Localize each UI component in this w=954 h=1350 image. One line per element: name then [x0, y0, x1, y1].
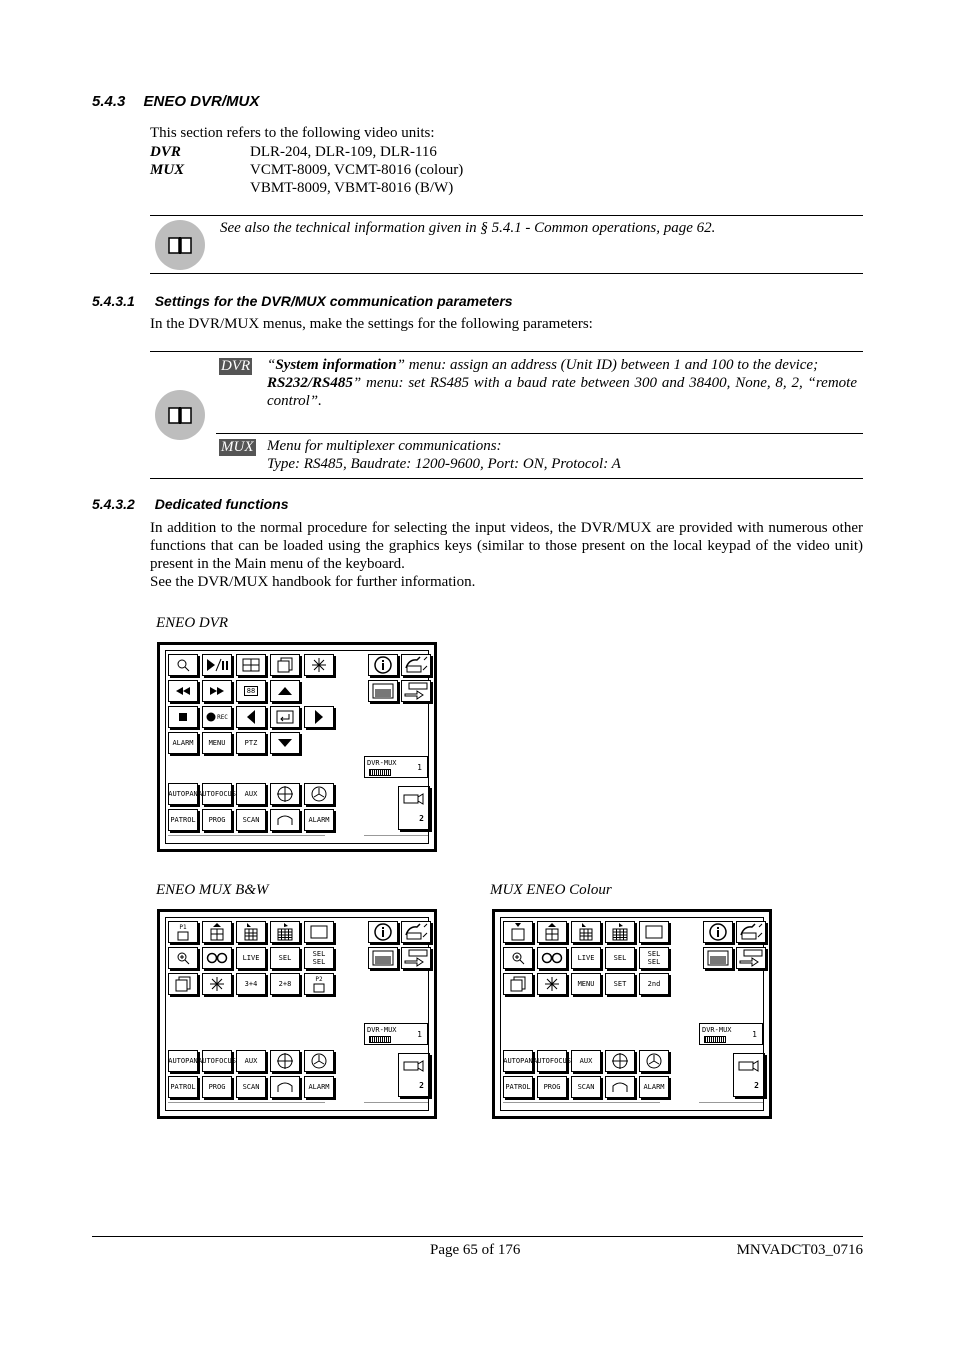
freeze-key[interactable] [537, 973, 567, 995]
autofocus-key[interactable]: AUTOFOCUS [202, 1050, 232, 1072]
unit-label-dvr: DVR [150, 144, 181, 160]
camera-selector[interactable] [733, 1053, 765, 1097]
rewind-icon [175, 686, 191, 696]
handbook-reference: See the DVR/MUX handbook for further information. [150, 574, 476, 590]
prog-key[interactable]: PROG [202, 809, 232, 831]
camera-icon [403, 793, 425, 805]
quad-key[interactable] [202, 921, 232, 943]
section-number: 5.4.3 [92, 93, 126, 110]
info-icon [708, 923, 728, 941]
snap-key[interactable] [401, 680, 431, 702]
dvr-mux-selector[interactable] [364, 1023, 428, 1045]
alarm-reset-key[interactable]: ALARM [304, 809, 334, 831]
unit-models-dvr: DLR-204, DLR-109, DLR-116 [250, 144, 437, 160]
subsection-title: Settings for the DVR/MUX communication parameters [154, 293, 513, 309]
info-icon [373, 656, 393, 674]
loop-icon [541, 952, 563, 964]
enter-icon [276, 710, 294, 724]
grid16-icon [611, 923, 629, 941]
scan-key[interactable]: SCAN [236, 1076, 266, 1098]
dvr-tag-label: DVR [221, 358, 251, 374]
alarm-reset-key[interactable]: ALARM [639, 1076, 669, 1098]
snowflake-icon [209, 976, 225, 992]
iris-icon [276, 1080, 294, 1094]
camera-icon [738, 1060, 760, 1072]
p1-key[interactable] [168, 921, 198, 943]
freeze-key[interactable] [304, 654, 334, 676]
system-information-label: System information [275, 357, 397, 373]
mux-colour-keyboard-screen [492, 909, 772, 1119]
record-label: REC [217, 713, 228, 721]
full-screen-key[interactable] [304, 921, 334, 943]
magnifier-icon [176, 658, 190, 672]
grid16-icon [276, 923, 294, 941]
dvr-tag [219, 357, 252, 375]
sequence-key[interactable] [270, 654, 300, 676]
set-key[interactable]: SET [605, 973, 635, 995]
camera-selector[interactable] [398, 786, 430, 830]
second-key[interactable]: 2nd [639, 973, 669, 995]
dvr-mux-label: DVR-MUX [367, 759, 397, 767]
intro-text: This section refers to the following video units: [150, 125, 435, 141]
mark-key[interactable] [703, 947, 733, 969]
left-key[interactable] [236, 706, 266, 728]
scan-key[interactable]: SCAN [236, 809, 266, 831]
target-key[interactable] [270, 1050, 300, 1072]
arrow-right-icon [314, 709, 324, 725]
divider [699, 1102, 763, 1103]
crosshair-icon [276, 1052, 294, 1070]
dvr-mux-number: 1 [417, 1030, 422, 1039]
info-key[interactable] [368, 654, 398, 676]
nine-view-key[interactable] [236, 921, 266, 943]
record-key[interactable] [202, 706, 232, 728]
p2-key[interactable] [304, 973, 334, 995]
stop-icon [179, 713, 187, 721]
quad-view-key[interactable] [236, 654, 266, 676]
target-key[interactable] [605, 1050, 635, 1072]
dvr-keyboard-screen [157, 642, 437, 852]
menu-key[interactable]: MENU [571, 973, 601, 995]
aux-key[interactable]: AUX [571, 1050, 601, 1072]
wiper-key[interactable] [639, 1050, 669, 1072]
loop-icon [206, 952, 228, 964]
scan-key[interactable]: SCAN [571, 1076, 601, 1098]
snowflake-icon [544, 976, 560, 992]
mux-params-line-2: Type: RS485, Baudrate: 1200-9600, Port: ON, Protocol: A [267, 456, 621, 472]
dvr-mux-bar [369, 1036, 391, 1043]
figure-caption-dvr: ENEO DVR [156, 615, 229, 631]
document-code: MNVADCT03_0716 [736, 1242, 863, 1258]
arrow-down-icon [277, 738, 293, 748]
sequence-icon [510, 976, 526, 992]
mark-icon [372, 683, 394, 699]
sequence-key[interactable] [168, 973, 198, 995]
mark-key[interactable] [368, 680, 398, 702]
full-screen-key[interactable] [503, 921, 533, 943]
multiscreen-label: 88 [244, 686, 258, 696]
mux-bw-keyboard-screen [157, 909, 437, 1119]
rs232-text: ” menu: set RS485 with a baud rate between 300 and 38400, None, 8, 2, “remote control”. [267, 375, 857, 409]
camera-number: 2 [419, 814, 424, 823]
iris-key[interactable] [605, 1076, 635, 1098]
freeze-key[interactable] [202, 973, 232, 995]
snap-key[interactable] [736, 947, 766, 969]
three-four-key[interactable]: 3+4 [236, 973, 266, 995]
patrol-key[interactable]: PATROL [168, 809, 198, 831]
mux-tag-label: MUX [221, 439, 254, 455]
arrow-up-icon [277, 686, 293, 696]
sel-sel-key[interactable]: SEL SEL [639, 947, 669, 969]
quad-icon [242, 658, 260, 672]
divider [364, 1102, 428, 1103]
alarm-key[interactable]: ALARM [168, 732, 198, 754]
iris-key[interactable] [270, 1076, 300, 1098]
quote-mark: “ [267, 357, 276, 373]
autofocus-key[interactable]: AUTOFOCUS [537, 1050, 567, 1072]
mark-key[interactable] [368, 947, 398, 969]
screen-icon [177, 931, 189, 941]
grid9-icon [578, 923, 594, 941]
dvr-mux-number: 1 [417, 763, 422, 772]
dvr-mux-selector[interactable] [699, 1023, 763, 1045]
prog-key[interactable]: PROG [537, 1076, 567, 1098]
aux-key[interactable]: AUX [236, 1050, 266, 1072]
sixteen-view-key[interactable] [270, 921, 300, 943]
dvr-mux-label: DVR-MUX [367, 1026, 397, 1034]
divider [364, 835, 428, 836]
phone-icon [403, 656, 429, 674]
params-mid-rule [216, 433, 863, 434]
snowflake-icon [311, 657, 327, 673]
params-bottom-rule [150, 478, 863, 479]
info-key[interactable] [368, 921, 398, 943]
grid9-icon [243, 923, 259, 941]
sel-key[interactable]: SEL [270, 947, 300, 969]
zoom-in-icon [511, 951, 525, 965]
section-title: ENEO DVR/MUX [143, 93, 260, 110]
up-key[interactable] [270, 680, 300, 702]
book-icon [155, 220, 205, 270]
figure-caption-mux-bw: ENEO MUX B&W [156, 882, 269, 898]
note-top-rule [150, 215, 863, 216]
sequence-key[interactable] [503, 973, 533, 995]
ptz-key[interactable]: PTZ [236, 732, 266, 754]
crosshair-icon [276, 785, 294, 803]
screen-icon [511, 923, 525, 941]
iris-icon [276, 813, 294, 827]
autofocus-key[interactable]: AUTOFOCUS [202, 783, 232, 805]
system-information-text: ” menu: assign an address (Unit ID) between 1 and 100 to the device; [396, 357, 819, 373]
camera-number: 2 [754, 1081, 759, 1090]
screen-icon [645, 925, 663, 939]
dvr-mux-number: 1 [752, 1030, 757, 1039]
two-eight-key[interactable]: 2+8 [270, 973, 300, 995]
nine-view-key[interactable] [571, 921, 601, 943]
snap-icon [738, 949, 764, 967]
zoom-key[interactable] [168, 947, 198, 969]
live-key[interactable]: LIVE [571, 947, 601, 969]
phone-icon [738, 923, 764, 941]
phone-key[interactable] [401, 921, 431, 943]
autopan-key[interactable]: AUTOPAN [503, 1050, 533, 1072]
subsection-number: 5.4.3.2 [92, 496, 135, 512]
zoom-in-icon [176, 951, 190, 965]
fan-icon [645, 1052, 663, 1070]
snap-icon [403, 949, 429, 967]
wiper-key[interactable] [304, 783, 334, 805]
down-key[interactable] [270, 732, 300, 754]
play-pause-icon [204, 657, 230, 673]
quad-key[interactable] [537, 921, 567, 943]
alarm-reset-key[interactable]: ALARM [304, 1076, 334, 1098]
subsection-number: 5.4.3.1 [92, 293, 135, 309]
params-top-rule [150, 351, 863, 352]
snap-key[interactable] [401, 947, 431, 969]
divider [168, 835, 325, 836]
divider [168, 1102, 325, 1103]
record-icon [206, 712, 216, 722]
loop-key[interactable] [202, 947, 232, 969]
dvr-mux-bar [704, 1036, 726, 1043]
zoom-key[interactable] [168, 654, 198, 676]
quad-icon [544, 923, 560, 941]
fast-forward-icon [209, 686, 225, 696]
camera-icon [403, 1060, 425, 1072]
fan-icon [310, 785, 328, 803]
dvr-mux-bar [369, 769, 391, 776]
mux-params-line-1: Menu for multiplexer communications: [267, 438, 502, 454]
mark-icon [707, 950, 729, 966]
unit-models-mux-1: VCMT-8009, VCMT-8016 (colour) [250, 162, 464, 178]
rs232-label: RS232/RS485 [267, 375, 353, 391]
info-icon [373, 923, 393, 941]
iris-icon [611, 1080, 629, 1094]
multiscreen-key[interactable] [236, 680, 266, 702]
screen-icon [313, 983, 325, 993]
autopan-key[interactable]: AUTOPAN [168, 783, 198, 805]
screen-icon [310, 925, 328, 939]
right-key[interactable] [304, 706, 334, 728]
dvr-mux-selector[interactable] [364, 756, 428, 778]
mark-icon [372, 950, 394, 966]
stop-key[interactable] [168, 706, 198, 728]
live-key[interactable]: LIVE [236, 947, 266, 969]
p1-label: P1 [179, 923, 187, 931]
subsection-text: In the DVR/MUX menus, make the settings for the following parameters: [150, 316, 593, 332]
camera-selector[interactable] [398, 1053, 430, 1097]
fast-forward-key[interactable] [202, 680, 232, 702]
sel-sel-key[interactable]: SEL SEL [304, 947, 334, 969]
subsection-title: Dedicated functions [154, 496, 289, 512]
aux-key[interactable]: AUX [236, 783, 266, 805]
zoom-key[interactable] [503, 947, 533, 969]
unit-label-mux: MUX [150, 162, 185, 178]
fan-icon [310, 1052, 328, 1070]
note-reference: See also the technical information given in § 5.4.1 - Common operations, page 62. [220, 220, 716, 236]
loop-key[interactable] [537, 947, 567, 969]
phone-icon [403, 923, 429, 941]
book-icon [155, 390, 205, 440]
info-key[interactable] [703, 921, 733, 943]
phone-key[interactable] [401, 654, 431, 676]
iris-key[interactable] [270, 809, 300, 831]
dedicated-functions-text: In addition to the normal procedure for selecting the input videos, the DVR/MUX are provided with numerous other functions that can be loaded using the graphics keys (similar to those present on the local keypad of the video unit) present in the Main menu of the keyboard. [150, 520, 863, 572]
dvr-params-text [267, 356, 857, 410]
sel-key[interactable]: SEL [605, 947, 635, 969]
snap-icon [403, 682, 429, 700]
subsection-heading-1 [92, 293, 513, 309]
arrow-left-icon [246, 709, 256, 725]
sequence-icon [277, 657, 293, 673]
phone-key[interactable] [736, 921, 766, 943]
sixteen-view-key[interactable] [605, 921, 635, 943]
camera-number: 2 [419, 1081, 424, 1090]
footer-rule [92, 1236, 863, 1237]
subsection-heading-2 [92, 496, 289, 512]
sequence-icon [175, 976, 191, 992]
autopan-key[interactable]: AUTOPAN [168, 1050, 198, 1072]
enter-key[interactable] [270, 706, 300, 728]
play-pause-key[interactable] [202, 654, 232, 676]
patrol-key[interactable]: PATROL [168, 1076, 198, 1098]
target-key[interactable] [270, 783, 300, 805]
blank-key[interactable] [639, 921, 669, 943]
section-heading [92, 93, 259, 110]
divider [503, 1102, 660, 1103]
figure-caption-mux-colour: MUX ENEO Colour [490, 882, 612, 898]
prog-key[interactable]: PROG [202, 1076, 232, 1098]
mux-tag [219, 438, 256, 456]
crosshair-icon [611, 1052, 629, 1070]
unit-models-mux-2: VBMT-8009, VBMT-8016 (B/W) [250, 180, 454, 196]
p2-label: P2 [315, 975, 323, 983]
patrol-key[interactable]: PATROL [503, 1076, 533, 1098]
dvr-mux-label: DVR-MUX [702, 1026, 732, 1034]
note-bottom-rule [150, 273, 863, 274]
rewind-key[interactable] [168, 680, 198, 702]
quad-icon [209, 923, 225, 941]
wiper-key[interactable] [304, 1050, 334, 1072]
menu-key[interactable]: MENU [202, 732, 232, 754]
page-number: Page 65 of 176 [430, 1242, 521, 1258]
